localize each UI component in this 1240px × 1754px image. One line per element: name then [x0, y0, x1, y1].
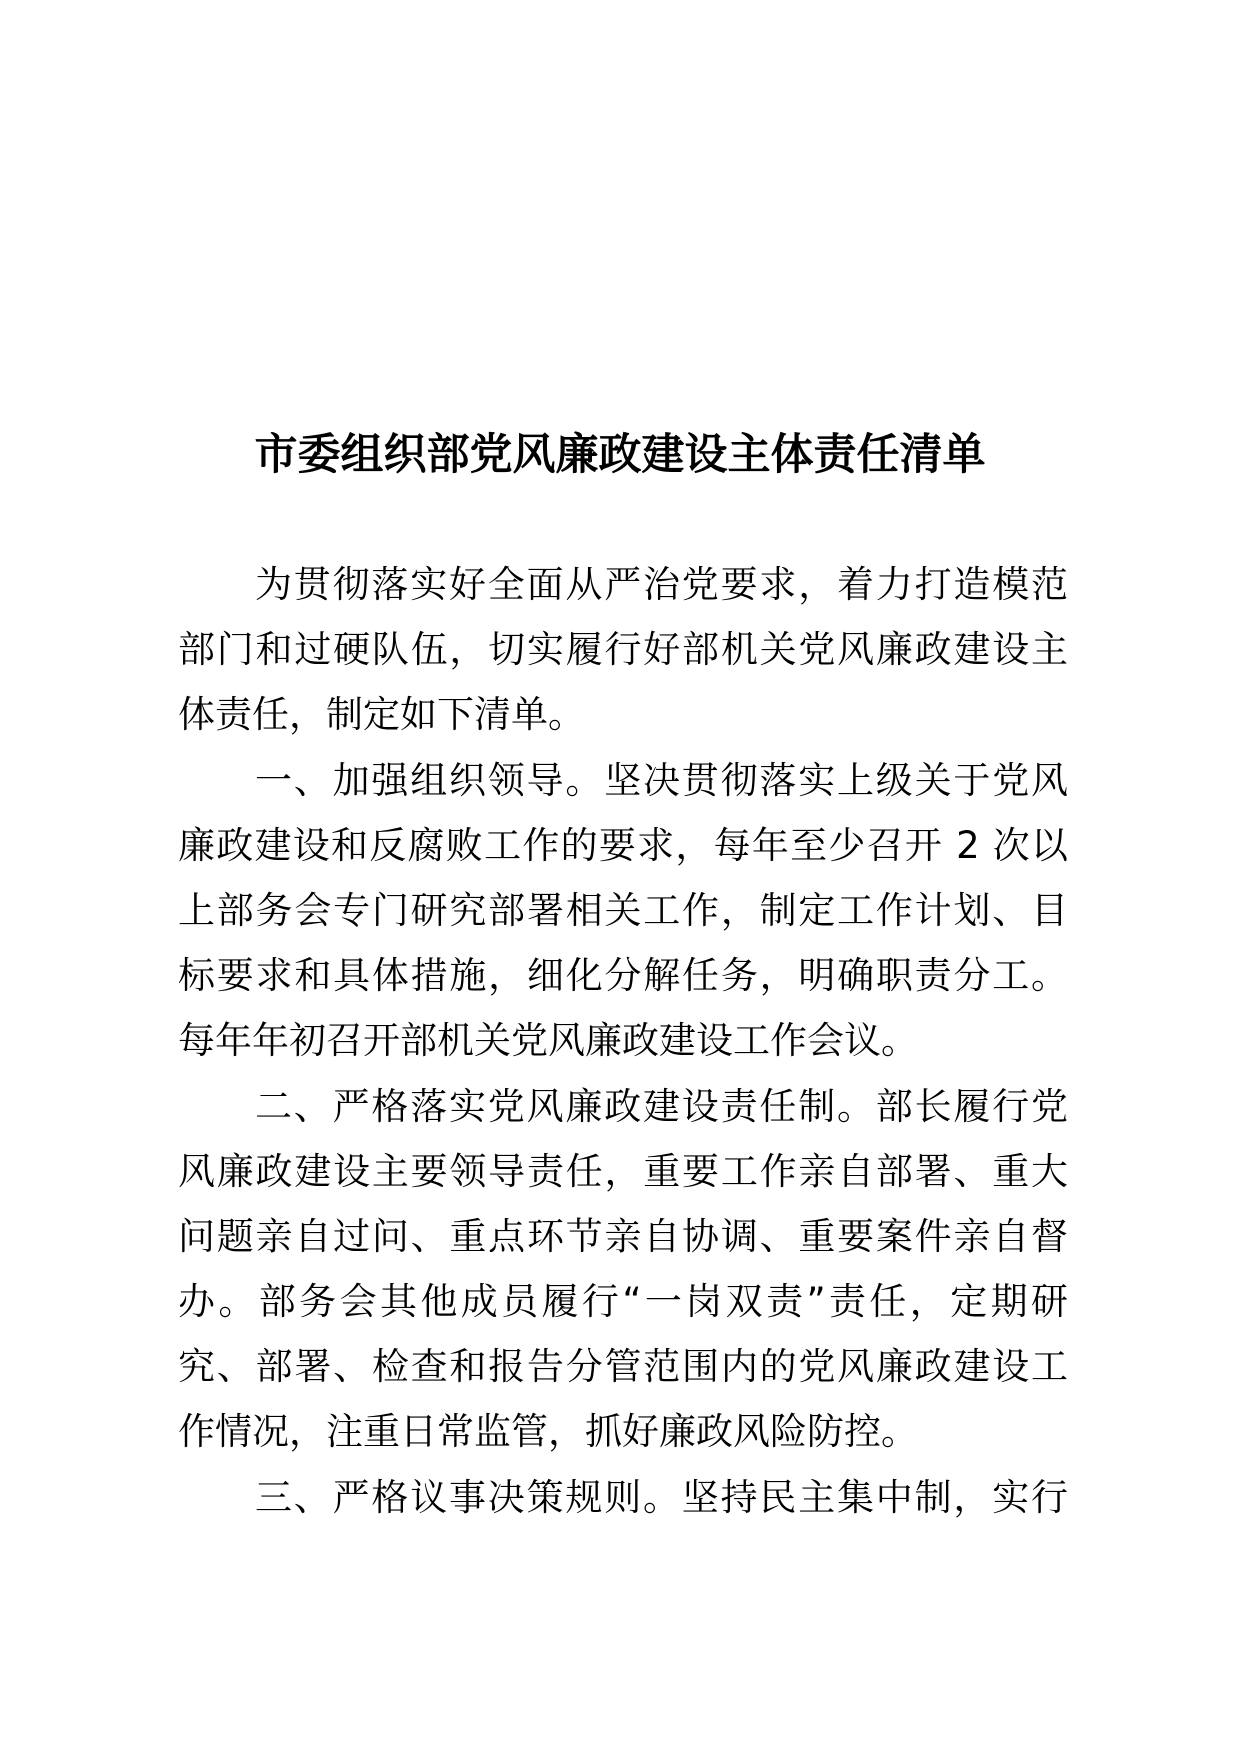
text-line: 部门和过硬队伍，切实履行好部机关党风廉政建设主 [178, 628, 1068, 672]
text-line: 上部务会专门研究部署相关工作，制定工作计划、目 [178, 888, 1068, 932]
text-line: 体责任，制定如下清单。 [178, 693, 585, 737]
paragraph-section-3 [178, 1465, 1068, 1530]
text-line: 究、部署、检查和报告分管范围内的党风廉政建设工 [178, 1345, 1068, 1389]
text-line: 二、严格落实党风廉政建设责任制。部长履行党 [255, 1084, 1068, 1128]
text-line: 为贯彻落实好全面从严治党要求，着力打造模范 [255, 563, 1068, 606]
text-line: 风廉政建设主要领导责任，重要工作亲自部署、重大 [178, 1149, 1068, 1193]
document-title: 市委组织部党风廉政建设主体责任清单 [254, 430, 986, 480]
text-line: 三、严格议事决策规则。坚持民主集中制，实行 [255, 1475, 1068, 1519]
paragraph-section-1 [178, 748, 1068, 1074]
text-line: 一、加强组织领导。坚决贯彻落实上级关于党风 [255, 758, 1068, 802]
document-body [178, 552, 1068, 1530]
text-line: 问题亲自过问、重点环节亲自协调、重要案件亲自督 [178, 1214, 1068, 1258]
text-line: 作情况，注重日常监管，抓好廉政风险防控。 [178, 1410, 918, 1454]
text-line: 每年年初召开部机关党风廉政建设工作会议。 [178, 1019, 918, 1063]
paragraph-intro [178, 552, 1068, 748]
text-line: 标要求和具体措施，细化分解任务，明确职责分工。 [178, 954, 1068, 998]
text-line: 廉政建设和反腐败工作的要求，每年至少召开 2 次以 [178, 823, 1068, 867]
text-line: 办。部务会其他成员履行“一岗双责”责任，定期研 [178, 1280, 1068, 1324]
paragraph-section-2 [178, 1074, 1068, 1465]
